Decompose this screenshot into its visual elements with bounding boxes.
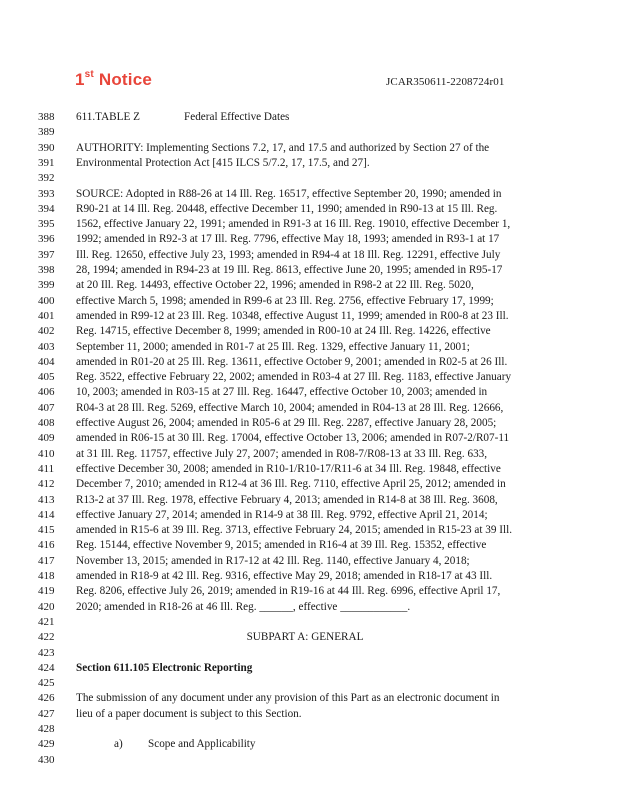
- line-number: 418: [38, 570, 55, 582]
- document-line: [0, 202, 618, 216]
- line-number: 423: [38, 646, 55, 659]
- source-text: Ill. Reg. 12650, effective July 23, 1993; amended in R94-4 at 18 Ill. Reg. 12291, effective July: [76, 248, 501, 261]
- line-number: 395: [38, 218, 55, 231]
- paragraph-text: lieu of a paper document is subject to this Section.: [76, 707, 302, 720]
- line-number: 403: [38, 340, 55, 353]
- line-number: 417: [38, 554, 55, 567]
- line-number: 388: [38, 111, 55, 123]
- line-number: 409: [38, 432, 55, 445]
- source-text: Reg. 8206, effective July 26, 2019; amended in R19-16 at 44 Ill. Reg. 6996, effective April 17,: [76, 585, 501, 598]
- document-line: [0, 661, 618, 675]
- line-number: 394: [38, 202, 55, 215]
- document-line: [0, 538, 618, 552]
- document-line: [0, 125, 618, 139]
- document-line: [0, 401, 618, 415]
- source-text: R13-2 at 37 Ill. Reg. 1978, effective February 4, 2013; amended in R14-8 at 38 Ill. Reg. 3608,: [76, 493, 498, 506]
- source-text: November 13, 2015; amended in R17-12 at 42 Ill. Reg. 1140, effective January 4, 2018;: [76, 554, 470, 567]
- authority-text: AUTHORITY: Implementing Sections 7.2, 17, and 17.5 and authorized by Section 27 of the: [76, 141, 490, 154]
- source-text: R90-21 at 14 Ill. Reg. 20448, effective December 11, 1990; amended in R90-13 at 15 Ill. Reg.: [76, 202, 498, 215]
- source-text: at 31 Ill. Reg. 11757, effective July 27, 2007; amended in R08-7/R08-13 at 33 Ill. Reg. 633,: [76, 447, 488, 460]
- document-line: [0, 477, 618, 491]
- source-text: SOURCE: Adopted in R88-26 at 14 Ill. Reg. 16517, effective September 20, 1990; amended in: [76, 187, 502, 200]
- document-line: [0, 232, 618, 246]
- document-line: [0, 676, 618, 690]
- document-id: JCAR350611-2208724r01: [386, 76, 505, 88]
- line-number: 428: [38, 723, 55, 735]
- line-number: 419: [38, 585, 55, 598]
- document-line: [0, 584, 618, 598]
- line-number: 420: [38, 600, 55, 613]
- notice-ordinal-suffix: st: [84, 69, 94, 81]
- source-text: at 20 Ill. Reg. 14493, effective October 22, 1996; amended in R98-2 at 22 Ill. Reg. 5020,: [76, 279, 474, 292]
- line-number: 390: [38, 141, 55, 154]
- document-line: [0, 691, 618, 705]
- document-line: [0, 355, 618, 369]
- line-number: 389: [38, 126, 55, 139]
- line-number: 406: [38, 386, 55, 399]
- source-text: amended in R01-20 at 25 Ill. Reg. 13611, effective October 9, 2001; amended in R02-5 at 26 Ill.: [76, 355, 508, 368]
- document-line: [0, 523, 618, 537]
- document-line: [0, 630, 618, 644]
- line-number: 421: [38, 615, 55, 628]
- document-line: [0, 385, 618, 399]
- table-title: Federal Effective Dates: [184, 111, 290, 123]
- source-text: 1992; amended in R92-3 at 17 Ill. Reg. 7796, effective May 18, 1993; amended in R93-1 at 17: [76, 233, 500, 246]
- source-text: Reg. 3522, effective February 22, 2002; amended in R03-4 at 27 Ill. Reg. 1183, effective January: [76, 371, 512, 384]
- line-number: 413: [38, 493, 55, 506]
- line-number: 416: [38, 539, 55, 552]
- line-number: 405: [38, 371, 55, 384]
- line-number: 414: [38, 508, 55, 521]
- source-text: Reg. 14715, effective December 8, 1999; amended in R00-10 at 24 Ill. Reg. 14226, effective: [76, 325, 491, 338]
- line-number: 392: [38, 172, 55, 185]
- document-line: [0, 141, 618, 155]
- document-line: [0, 569, 618, 583]
- line-number: 397: [38, 248, 55, 261]
- source-text: 28, 1994; amended in R94-23 at 19 Ill. Reg. 8613, effective June 20, 1995; amended in R95-17: [76, 264, 503, 276]
- document-line: [0, 187, 618, 201]
- document-line: [0, 737, 618, 751]
- document-line: [0, 600, 618, 614]
- section-heading: Section 611.105 Electronic Reporting: [76, 661, 253, 674]
- line-number: 412: [38, 478, 55, 491]
- document-line: [0, 370, 618, 384]
- source-text: amended in R06-15 at 30 Ill. Reg. 17004, effective October 13, 2006; amended in R07-2/R07-11: [76, 432, 510, 445]
- notice-title: [75, 70, 152, 90]
- line-number: 410: [38, 447, 55, 460]
- line-number: 396: [38, 233, 55, 246]
- source-text: effective March 5, 1998; amended in R99-6 at 23 Ill. Reg. 2756, effective February 17, 1999;: [76, 294, 494, 307]
- notice-word: Notice: [93, 70, 153, 89]
- source-text: September 11, 2000; amended in R01-7 at 25 Ill. Reg. 1329, effective January 11, 2001;: [76, 340, 470, 353]
- line-number: 402: [38, 325, 55, 338]
- document-line: [0, 615, 618, 629]
- line-number: 401: [38, 309, 55, 322]
- source-text: 10, 2003; amended in R03-15 at 27 Ill. Reg. 16447, effective October 10, 2003; amended in: [76, 386, 488, 399]
- line-number: 411: [38, 462, 55, 475]
- document-line: [0, 217, 618, 231]
- notice-number: 1: [75, 70, 85, 89]
- source-text: amended in R15-6 at 39 Ill. Reg. 3713, effective February 24, 2015; amended in R15-23 at 39 Ill.: [76, 524, 513, 537]
- document-line: [0, 171, 618, 185]
- document-line: [0, 248, 618, 262]
- line-number: 399: [38, 279, 55, 292]
- source-text: amended in R18-9 at 42 Ill. Reg. 9316, effective May 29, 2018; amended in R18-17 at 43 Ill.: [76, 570, 493, 582]
- line-number: 430: [38, 753, 55, 766]
- table-reference: 611.TABLE Z: [76, 111, 140, 123]
- source-text: amended in R99-12 at 23 Ill. Reg. 10348, effective August 11, 1999; amended in R00-8 at 23 Ill.: [76, 309, 509, 322]
- document-line: [0, 294, 618, 308]
- source-text: December 7, 2010; amended in R12-4 at 36 Ill. Reg. 7110, effective April 25, 2012; amended in: [76, 478, 506, 491]
- source-text: R04-3 at 28 Ill. Reg. 5269, effective March 10, 2004; amended in R04-13 at 28 Ill. Reg. 12666,: [76, 401, 504, 414]
- source-text: effective January 27, 2014; amended in R14-9 at 38 Ill. Reg. 9792, effective April 21, 2014;: [76, 508, 488, 521]
- document-line: [0, 156, 618, 170]
- line-number: 408: [38, 417, 55, 429]
- source-text: 1562, effective January 22, 1991; amended in R91-3 at 16 Ill. Reg. 19010, effective December 1,: [76, 218, 511, 231]
- document-line: [0, 340, 618, 354]
- line-number: 393: [38, 187, 55, 200]
- line-number: 415: [38, 524, 55, 537]
- line-number: 400: [38, 294, 55, 307]
- paragraph-text: The submission of any document under any provision of this Part as an electronic document in: [76, 692, 500, 705]
- document-line: [0, 447, 618, 461]
- document-line: [0, 278, 618, 292]
- subpart-heading: SUBPART A: GENERAL: [246, 631, 364, 644]
- line-number: 424: [38, 661, 55, 674]
- document-line: [0, 431, 618, 445]
- document-line: [0, 416, 618, 430]
- source-text: 2020; amended in R18-26 at 46 Ill. Reg. ______, effective ____________.: [76, 600, 411, 613]
- document-line: [0, 493, 618, 507]
- document-line: [0, 707, 618, 721]
- document-line: [0, 263, 618, 277]
- source-text: Reg. 15144, effective November 9, 2015; amended in R16-4 at 39 Ill. Reg. 15352, effective: [76, 539, 487, 552]
- document-line: [0, 554, 618, 568]
- line-number: 404: [38, 355, 55, 368]
- line-number: 425: [38, 677, 55, 690]
- line-number: 426: [38, 692, 55, 705]
- document-line: [0, 508, 618, 522]
- line-number: 427: [38, 707, 55, 720]
- authority-text: Environmental Protection Act [415 ILCS 5/7.2, 17, 17.5, and 27].: [76, 156, 370, 169]
- subsection-label: a): [114, 738, 123, 751]
- document-line: [0, 324, 618, 338]
- document-line: [0, 753, 618, 767]
- document-line: [0, 110, 618, 124]
- line-number: 391: [38, 156, 55, 169]
- line-number: 398: [38, 264, 55, 276]
- document-line: [0, 646, 618, 660]
- line-number: 422: [38, 631, 55, 644]
- document-line: [0, 462, 618, 476]
- source-text: effective August 26, 2004; amended in R05-6 at 29 Ill. Reg. 2287, effective January 28, 2005;: [76, 417, 497, 429]
- line-number: 429: [38, 738, 55, 751]
- subsection-title: Scope and Applicability: [148, 738, 256, 751]
- line-number: 407: [38, 401, 55, 414]
- document-line: [0, 309, 618, 323]
- source-text: effective December 30, 2008; amended in R10-1/R10-17/R11-6 at 34 Ill. Reg. 19848, effective: [76, 462, 501, 475]
- document-line: [0, 722, 618, 736]
